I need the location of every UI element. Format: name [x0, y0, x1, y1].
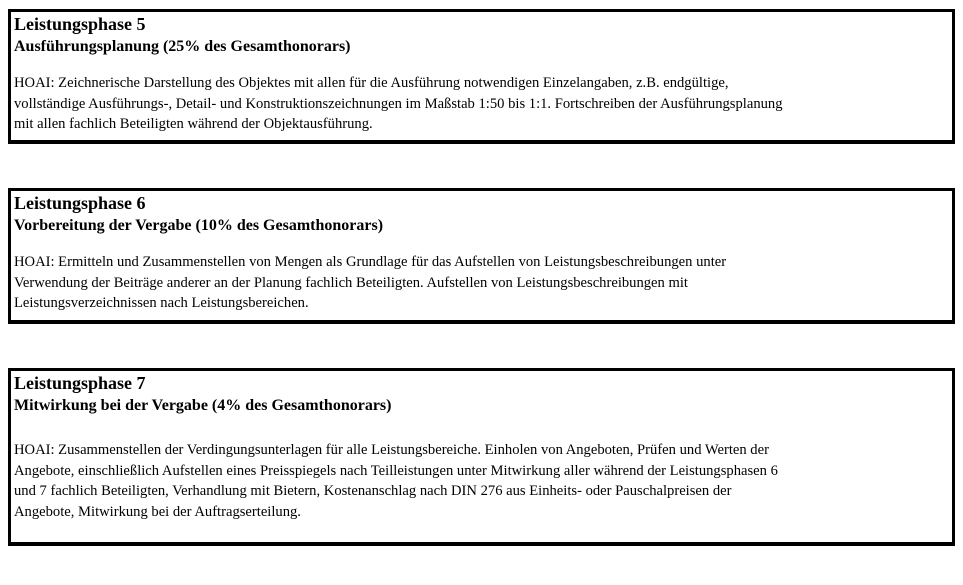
phase-5-title: Leistungsphase 5 — [14, 14, 146, 34]
phase-5-subtitle: Ausführungsplanung (25% des Gesamthonorars) — [14, 38, 351, 55]
phase-5-box — [8, 9, 955, 144]
phase-7-description: HOAI: Zusammenstellen der Verdingungsunterlagen für alle Leistungsbereiche. Einholen von Angeboten, Prüfen und Werten der Angebote, einschließlich Aufstellen eines Preisspiegels nach Teilleistungen unter Mitwirkung aller während der Leistungsphasen 6 und 7 fachlich Beteiligten, Verhandlung mit Bietern, Kostenanschlag nach DIN 276 aus Einheits- oder Pauschalpreisen der Angebote, Mitwirkung bei der Auftragserteilung. — [14, 442, 778, 520]
phase-7-title: Leistungsphase 7 — [14, 373, 146, 393]
phase-6-box — [8, 188, 955, 324]
phase-6-description: HOAI: Ermitteln und Zusammenstellen von Mengen als Grundlage für das Aufstellen von Leistungsbeschreibungen unter Verwendung der Beiträge anderer an der Planung fachlich Beteiligten. Aufstellen von Leistungsbeschreibungen mit Leistungsverzeichnissen nach Leistungsbereichen. — [14, 254, 727, 311]
phase-7-box — [8, 368, 955, 546]
phase-7-subtitle: Mitwirkung bei der Vergabe (4% des Gesamthonorars) — [14, 397, 392, 414]
phase-6-title: Leistungsphase 6 — [14, 193, 146, 213]
phase-6-subtitle: Vorbereitung der Vergabe (10% des Gesamthonorars) — [14, 217, 384, 234]
phase-5-description: HOAI: Zeichnerische Darstellung des Objektes mit allen für die Ausführung notwendigen Einzelangaben, z.B. endgültige, vollständige Ausführungs-, Detail- und Konstruktionszeichnungen im Maßstab 1:50 bis 1:1. Fortschreiben der Ausführungsplanung mit allen fachlich Beteiligten während der Objektausführung. — [14, 75, 783, 132]
